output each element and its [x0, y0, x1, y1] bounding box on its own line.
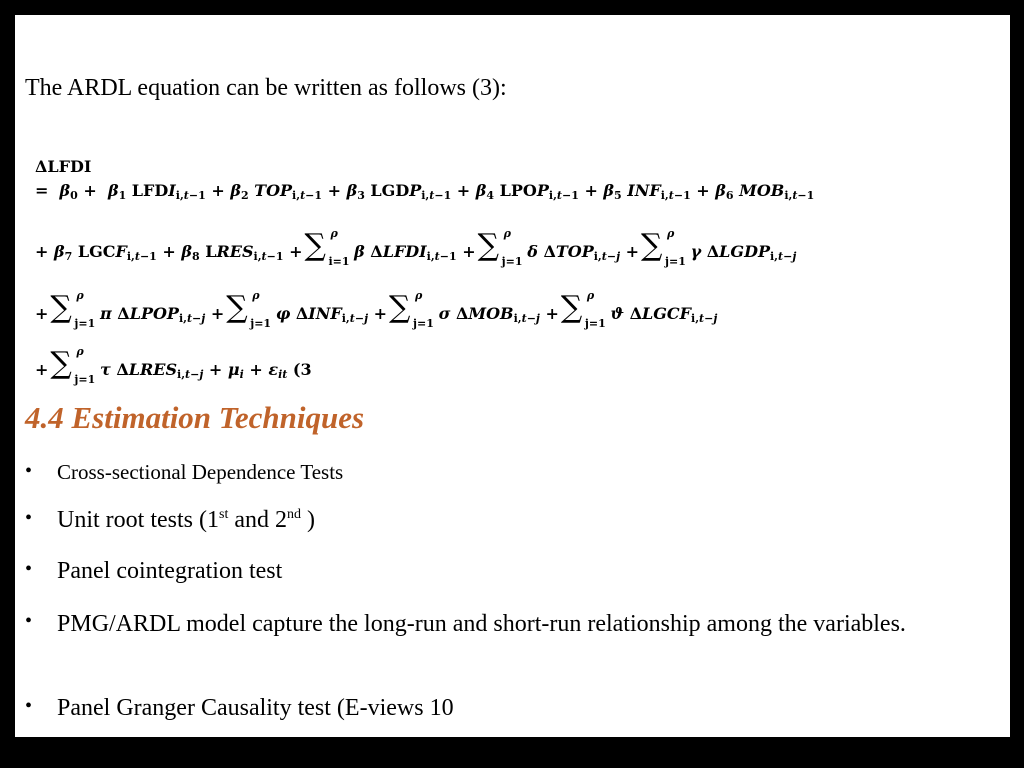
equation-lhs: ΔLFDI	[35, 157, 92, 176]
section-heading: 4.4 Estimation Techniques	[25, 400, 365, 435]
summation-symbol: ∑ ρ j=1	[50, 289, 96, 330]
equation-line-3: + ∑ ρ j=1 π $\Delta LPOP_{i,t-j}$ + ∑ ρ j=1 φ $\Delta INF_{i,t-j}$ + ∑ ρ j=1 σ $\Delta MOB_{i,t-j}$ + ∑ ρ j=1 ϑ $\Delta LGCF_{i,t-j}$	[35, 289, 718, 330]
intro-text: The ARDL equation can be written as follows (3):	[25, 75, 507, 101]
summation-symbol: ∑ ρ j=1	[50, 345, 96, 386]
equation-line-4: + ∑ ρ j=1 τ $\Delta LRES_{i,t-j} + \mu_i + \varepsilon_{it}$ (3	[35, 345, 312, 386]
summation-symbol: ∑ ρ i=1	[304, 227, 350, 268]
bullet-icon: •	[25, 610, 33, 632]
bullet-icon: •	[25, 460, 33, 482]
equation-line-2: + $\beta_7$ $LGCF_{i,t-1} + \beta_8$ $LRES_{i,t-1}$ + ∑ ρ i=1 β $\Delta LFDI_{i,t-1}$ + ∑ ρ j=1 δ $\Delta TOP_{i,t-j}$ + ∑ ρ j=1 γ $\Delta LGDP_{i,t-j}$	[35, 227, 797, 268]
bullet-text: Cross-sectional Dependence Tests	[57, 460, 344, 484]
slide	[15, 15, 1010, 737]
summation-symbol: ∑ ρ j=1	[477, 227, 523, 268]
bullet-text: Panel cointegration test	[57, 558, 283, 584]
summation-symbol: ∑ ρ j=1	[226, 289, 272, 330]
bullet-text-superscript: Unit root tests (1st and 2nd )	[57, 507, 315, 533]
bullet-icon: •	[25, 695, 33, 717]
summation-symbol: ∑ ρ j=1	[641, 227, 686, 268]
bullet-text: Panel Granger Causality test (E-views 10	[57, 695, 454, 721]
bullet-icon: •	[25, 507, 33, 529]
equation-line-1: = $\beta_0 + \beta_1$ $LFDI_{i,t-1} + \beta_2$ $TOP_{i,t-1} + \beta_3$ $LGDP_{i,t-1} + \beta_4$ $LPOP_{i,t-1} + \beta_5$ $INF_{i,t-1} + \beta_6$ $MOB_{i,t-1}$	[35, 181, 815, 202]
bullet-icon: •	[25, 558, 33, 580]
summation-symbol: ∑ ρ j=1	[389, 289, 434, 330]
bullet-text: PMG/ARDL model capture the long-run and short-run relationship among the variables.	[57, 611, 906, 637]
summation-symbol: ∑ ρ j=1	[560, 289, 606, 330]
